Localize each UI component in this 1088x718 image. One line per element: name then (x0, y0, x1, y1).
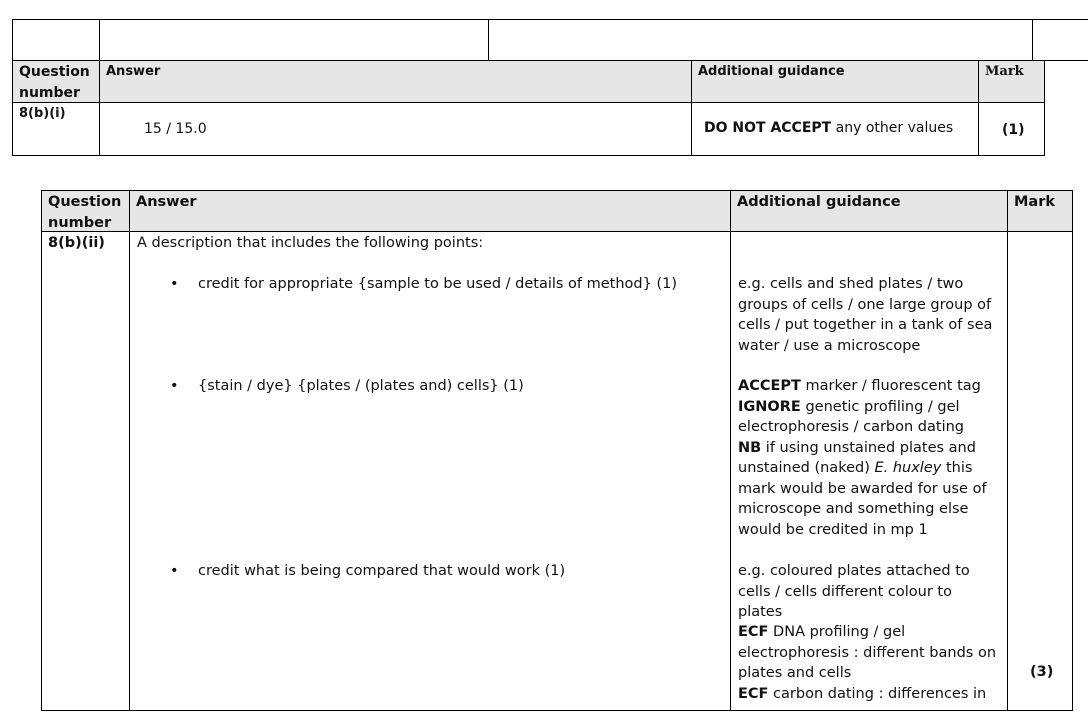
guidance-accept-text: marker / fluorescent tag (800, 378, 981, 394)
table1-header-guidance (691, 60, 979, 103)
table2-header-guidance (730, 190, 1008, 232)
guidance-ecf-line-2 (738, 684, 1000, 705)
table2-answer-cell (129, 231, 731, 711)
table2-header-guidance-label: Additional guidance (737, 194, 901, 210)
table1-answer-value: 15 / 15.0 (144, 121, 207, 137)
table1-header-answer (99, 60, 692, 103)
guidance-ecf-text-2: carbon dating : differences in (768, 685, 987, 702)
table1-blank-cell-2 (99, 19, 489, 61)
table1-header-guidance-label: Additional guidance (698, 64, 845, 79)
bullet-icon: • (170, 378, 179, 394)
table1-header-question-number-label: Question number (19, 64, 90, 101)
guidance-accept-label: ACCEPT (738, 378, 801, 394)
table1-guidance-do-not-accept: DO NOT ACCEPT (704, 120, 832, 136)
table1-header-mark-label: Mark (985, 64, 1024, 79)
guidance-ecf-text-1: DNA profiling / gel electrophoresis : different bands on plates and cells (738, 624, 997, 681)
table2-intro-text: A description that includes the following points: (137, 235, 484, 251)
guidance-nb-line (738, 438, 1000, 541)
table2-guidance-block-3: e.g. coloured plates attached to cells / cells different colour to plates (738, 563, 970, 620)
table1-header-answer-label: Answer (106, 64, 161, 79)
bullet-icon: • (170, 563, 179, 579)
table1-question-cell (12, 102, 100, 156)
bullet-text-2: {stain / dye} {plates / (plates and) cells} (1) (198, 378, 524, 394)
bullet-text-1: credit for appropriate {sample to be used / details of method} (1) (198, 276, 678, 292)
guidance-ignore-text: genetic profiling / gel electrophoresis / carbon dating (738, 398, 965, 435)
table2-header-answer (129, 190, 731, 232)
table1-guidance-text (704, 120, 953, 136)
guidance-nb-text-1: if using unstained plates and unstained (naked) (738, 439, 976, 476)
guidance-nb-label: NB (738, 439, 762, 456)
table2-header-question-number-label: Question number (48, 194, 122, 231)
table2-mark-cell (1007, 231, 1073, 711)
table2-question-number: 8(b)(ii) (48, 235, 105, 251)
bullet-icon: • (170, 276, 179, 292)
guidance-nb-text-2: this mark would be awarded for use of microscope and something else would be credited in mp 1 (738, 460, 987, 538)
table2-mark-value: (3) (1030, 664, 1054, 680)
table1-mark-value: (1) (1002, 122, 1025, 138)
table1-blank-cell-3 (488, 19, 1033, 61)
table2-header-mark (1007, 190, 1073, 232)
table1-guidance-rest: any other values (831, 120, 954, 136)
guidance-ecf-line-1 (738, 622, 1000, 684)
table1-mark-cell (978, 102, 1045, 156)
table2-guidance-block-1: e.g. cells and shed plates / two groups of cells / one large group of cells / put together in a tank of sea water / use a microscope (738, 276, 993, 354)
guidance-ecf-label-1: ECF (738, 624, 769, 640)
table2-question-cell (41, 231, 130, 711)
guidance-ignore-label: IGNORE (738, 398, 801, 415)
table2-header-answer-label: Answer (136, 194, 197, 210)
guidance-ignore-line (738, 397, 1000, 438)
table2-header-mark-label: Mark (1014, 194, 1056, 210)
guidance-accept-line (738, 376, 1000, 397)
guidance-ecf-label-2: ECF (738, 685, 769, 702)
table2-guidance-block-4 (738, 622, 1000, 704)
table1-guidance-cell (691, 102, 979, 156)
table1-blank-cell-4 (1032, 19, 1088, 61)
table2-header-question-number (41, 190, 130, 232)
table1-blank-cell-1 (12, 19, 100, 61)
table1-answer-cell (99, 102, 692, 156)
table2-guidance-block-2 (738, 376, 1000, 540)
bullet-text-3: credit what is being compared that would work (1) (198, 563, 566, 579)
table1-header-question-number (12, 60, 100, 103)
guidance-nb-species: E. huxley (874, 460, 942, 476)
table1-question-number: 8(b)(i) (19, 106, 66, 121)
table1-header-mark (978, 60, 1045, 103)
